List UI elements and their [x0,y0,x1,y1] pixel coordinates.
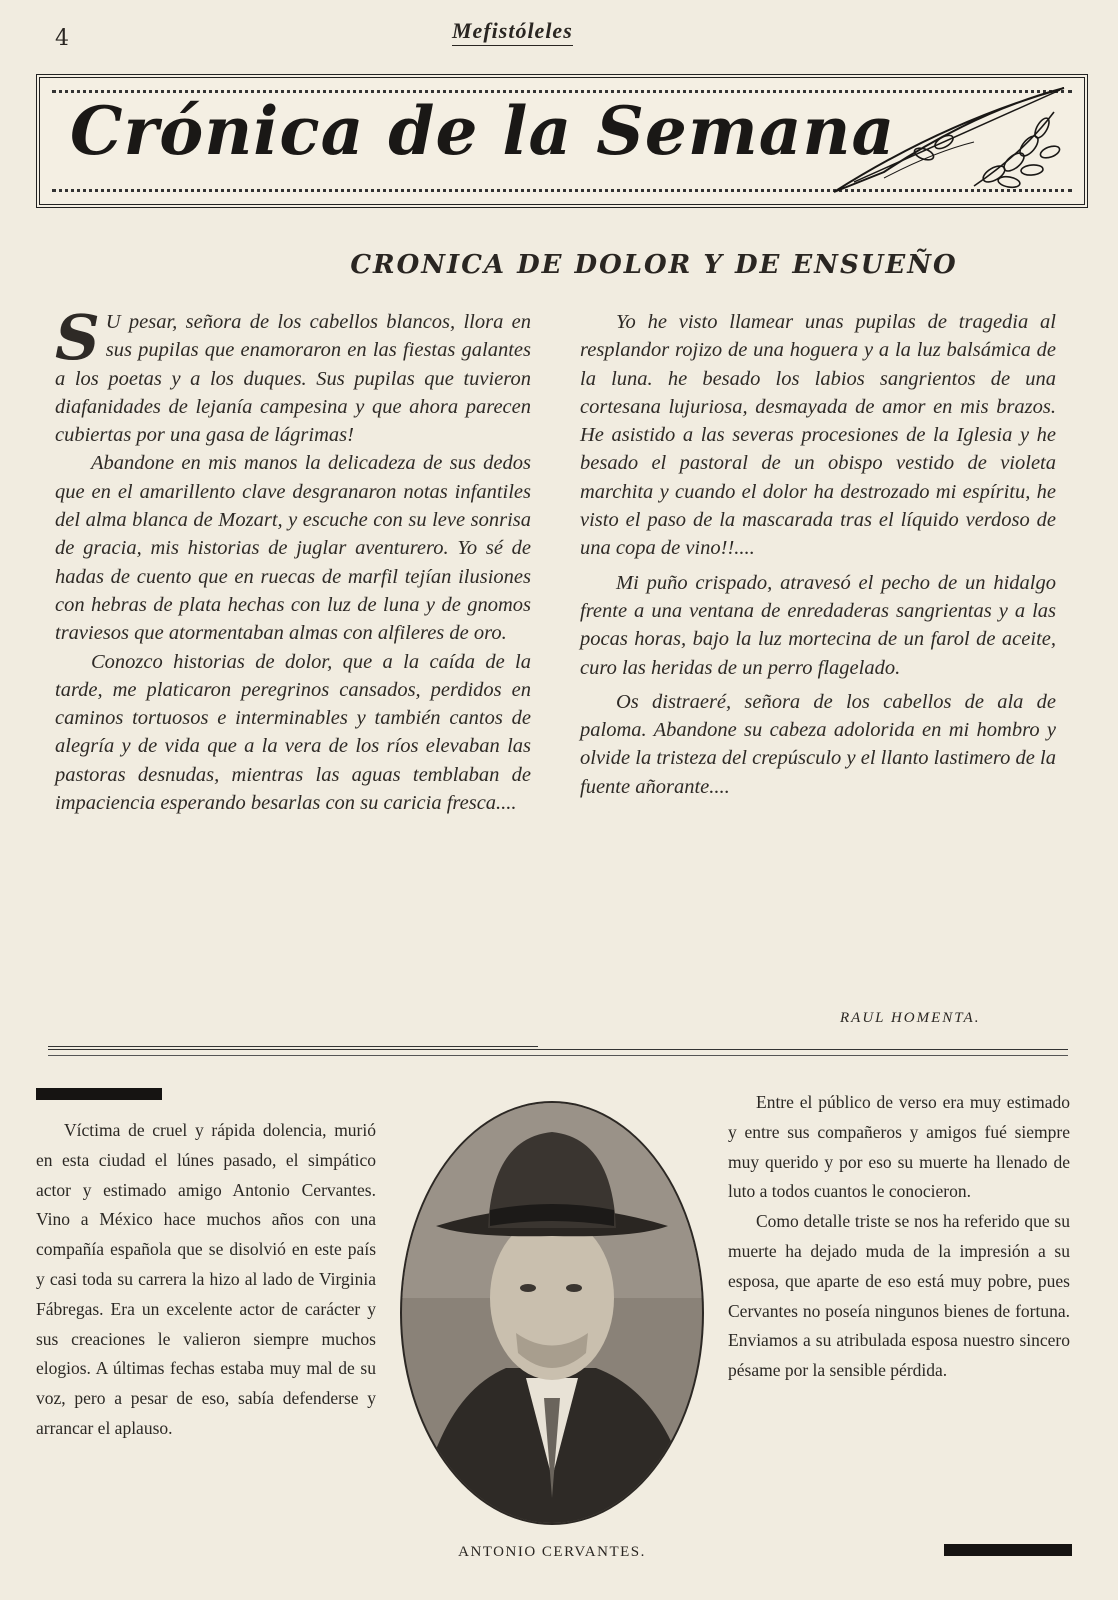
article-column-left [55,301,531,817]
obituary-column-left [36,1116,376,1444]
page-number: 4 [55,26,69,51]
magazine-name: Mefistóleles [452,18,573,46]
drop-cap: S [55,301,100,374]
article-paragraph: Conozco historias de dolor, que a la caída de la tarde, me platicaron peregrinos cansados, perdidos en caminos tortuosos e interminables y también cantos de alegría y de vida que a la vera de los ríos elevaban las pastoras desnudas, mientras las aguas temblaban de impaciencia esperando besarlas con su caricia fresca.... [55,650,531,815]
photo-caption: ANTONIO CERVANTES. [458,1544,646,1560]
article-paragraph: Os distraeré, señora de los cabellos de ala de paloma. Abandone su cabeza adolorida en mi hombro y olvide la tristeza del crepúsculo y el llanto lastimero de la fuente añorante.... [580,690,1056,798]
article-paragraph: Yo he visto llamear unas pupilas de tragedia al resplandor rojizo de una hoguera y a la luz balsámica de la luna. he besado los labios sangrientos de una cortesana lujuriosa, desmayada de amor en mis brazos. He asistido a las severas procesiones de la Iglesia y he besado el pastoral de un obispo vestido de violeta marchita y cuando el dolor ha destrozado mi espíritu, he visto el paso de la mascarada tras el líquido verdoso de una copa de vino!!.... [580,311,1056,560]
article-signature: RAUL HOMENTA. [840,1010,981,1026]
obituary-paragraph: Víctima de cruel y rápida dolencia, murió en esta ciudad el lúnes pasado, el simpático actor y estimado amigo Antonio Cervantes. Vino a México hace muchos años con una compañía española que se disolvió en este país y casi toda su carrera la hizo al lado de Virginia Fábregas. Era un excelente actor de carácter y sus creaciones le valieron siempre muchos elogios. A últimas fechas estaba muy mal de su voz, pero a pesar de eso, sabía defenderse y arrancar el aplauso. [36,1120,376,1438]
divider [48,1046,538,1047]
article-column-right [580,308,1056,801]
banner-title: Crónica de la Semana [70,92,896,170]
decorative-bar [944,1544,1072,1556]
obituary-column-right [728,1088,1070,1386]
paragraph-text: U pesar, señora de los cabellos blancos, llora en sus pupilas que enamoraron en las fiestas galantes a los poetas y a los duques. Sus pupilas que tuvieron diafanidades de lejanía campesina y que ahora parecen cubiertas por una gasa de lágrimas! [55,311,531,447]
portrait-photo [396,1098,708,1528]
obituary-paragraph: Entre el público de verso era muy estimado y entre sus compañeros y amigos fué siempre muy querido y por eso su muerte ha llenado de luto a todos cuantos le conocieron. [728,1092,1070,1202]
divider [48,1049,1068,1050]
decorative-bar [36,1088,162,1100]
article-title: CRONICA DE DOLOR Y DE ENSUEÑO [350,250,958,280]
article-paragraph [55,301,531,449]
obituary-paragraph: Como detalle triste se nos ha referido que su muerte ha dejado muda de la impresión a su esposa, que aparte de eso está muy pobre, pues Cervantes no poseía ningunos bienes de fortuna. Enviamos a su atribulada esposa nuestro sincero pésame por la sensible pérdida. [728,1211,1070,1381]
article-paragraph: Mi puño crispado, atravesó el pecho de un hidalgo frente a una ventana de enredaderas sangrientas y a las pocas horas, bajo la luz mortecina de un farol de aceite, curo las heridas de un perro flagelado. [580,571,1056,679]
quill-laurel-icon [824,82,1074,202]
section-banner [36,74,1088,208]
divider [48,1055,1068,1056]
article-paragraph: Abandone en mis manos la delicadeza de sus dedos que en el amarillento clave desgranaron notas infantiles del alma blanca de Mozart, y escuche con su leve sonrisa de gracia, mis historias de juglar aventurero. Yo sé de hadas de cuento que en ruecas de marfil tejían ilusiones con hebras de plata hechas con luz de luna y de gnomos traviesos que atormentaban almas con alfileres de oro. [55,452,531,645]
